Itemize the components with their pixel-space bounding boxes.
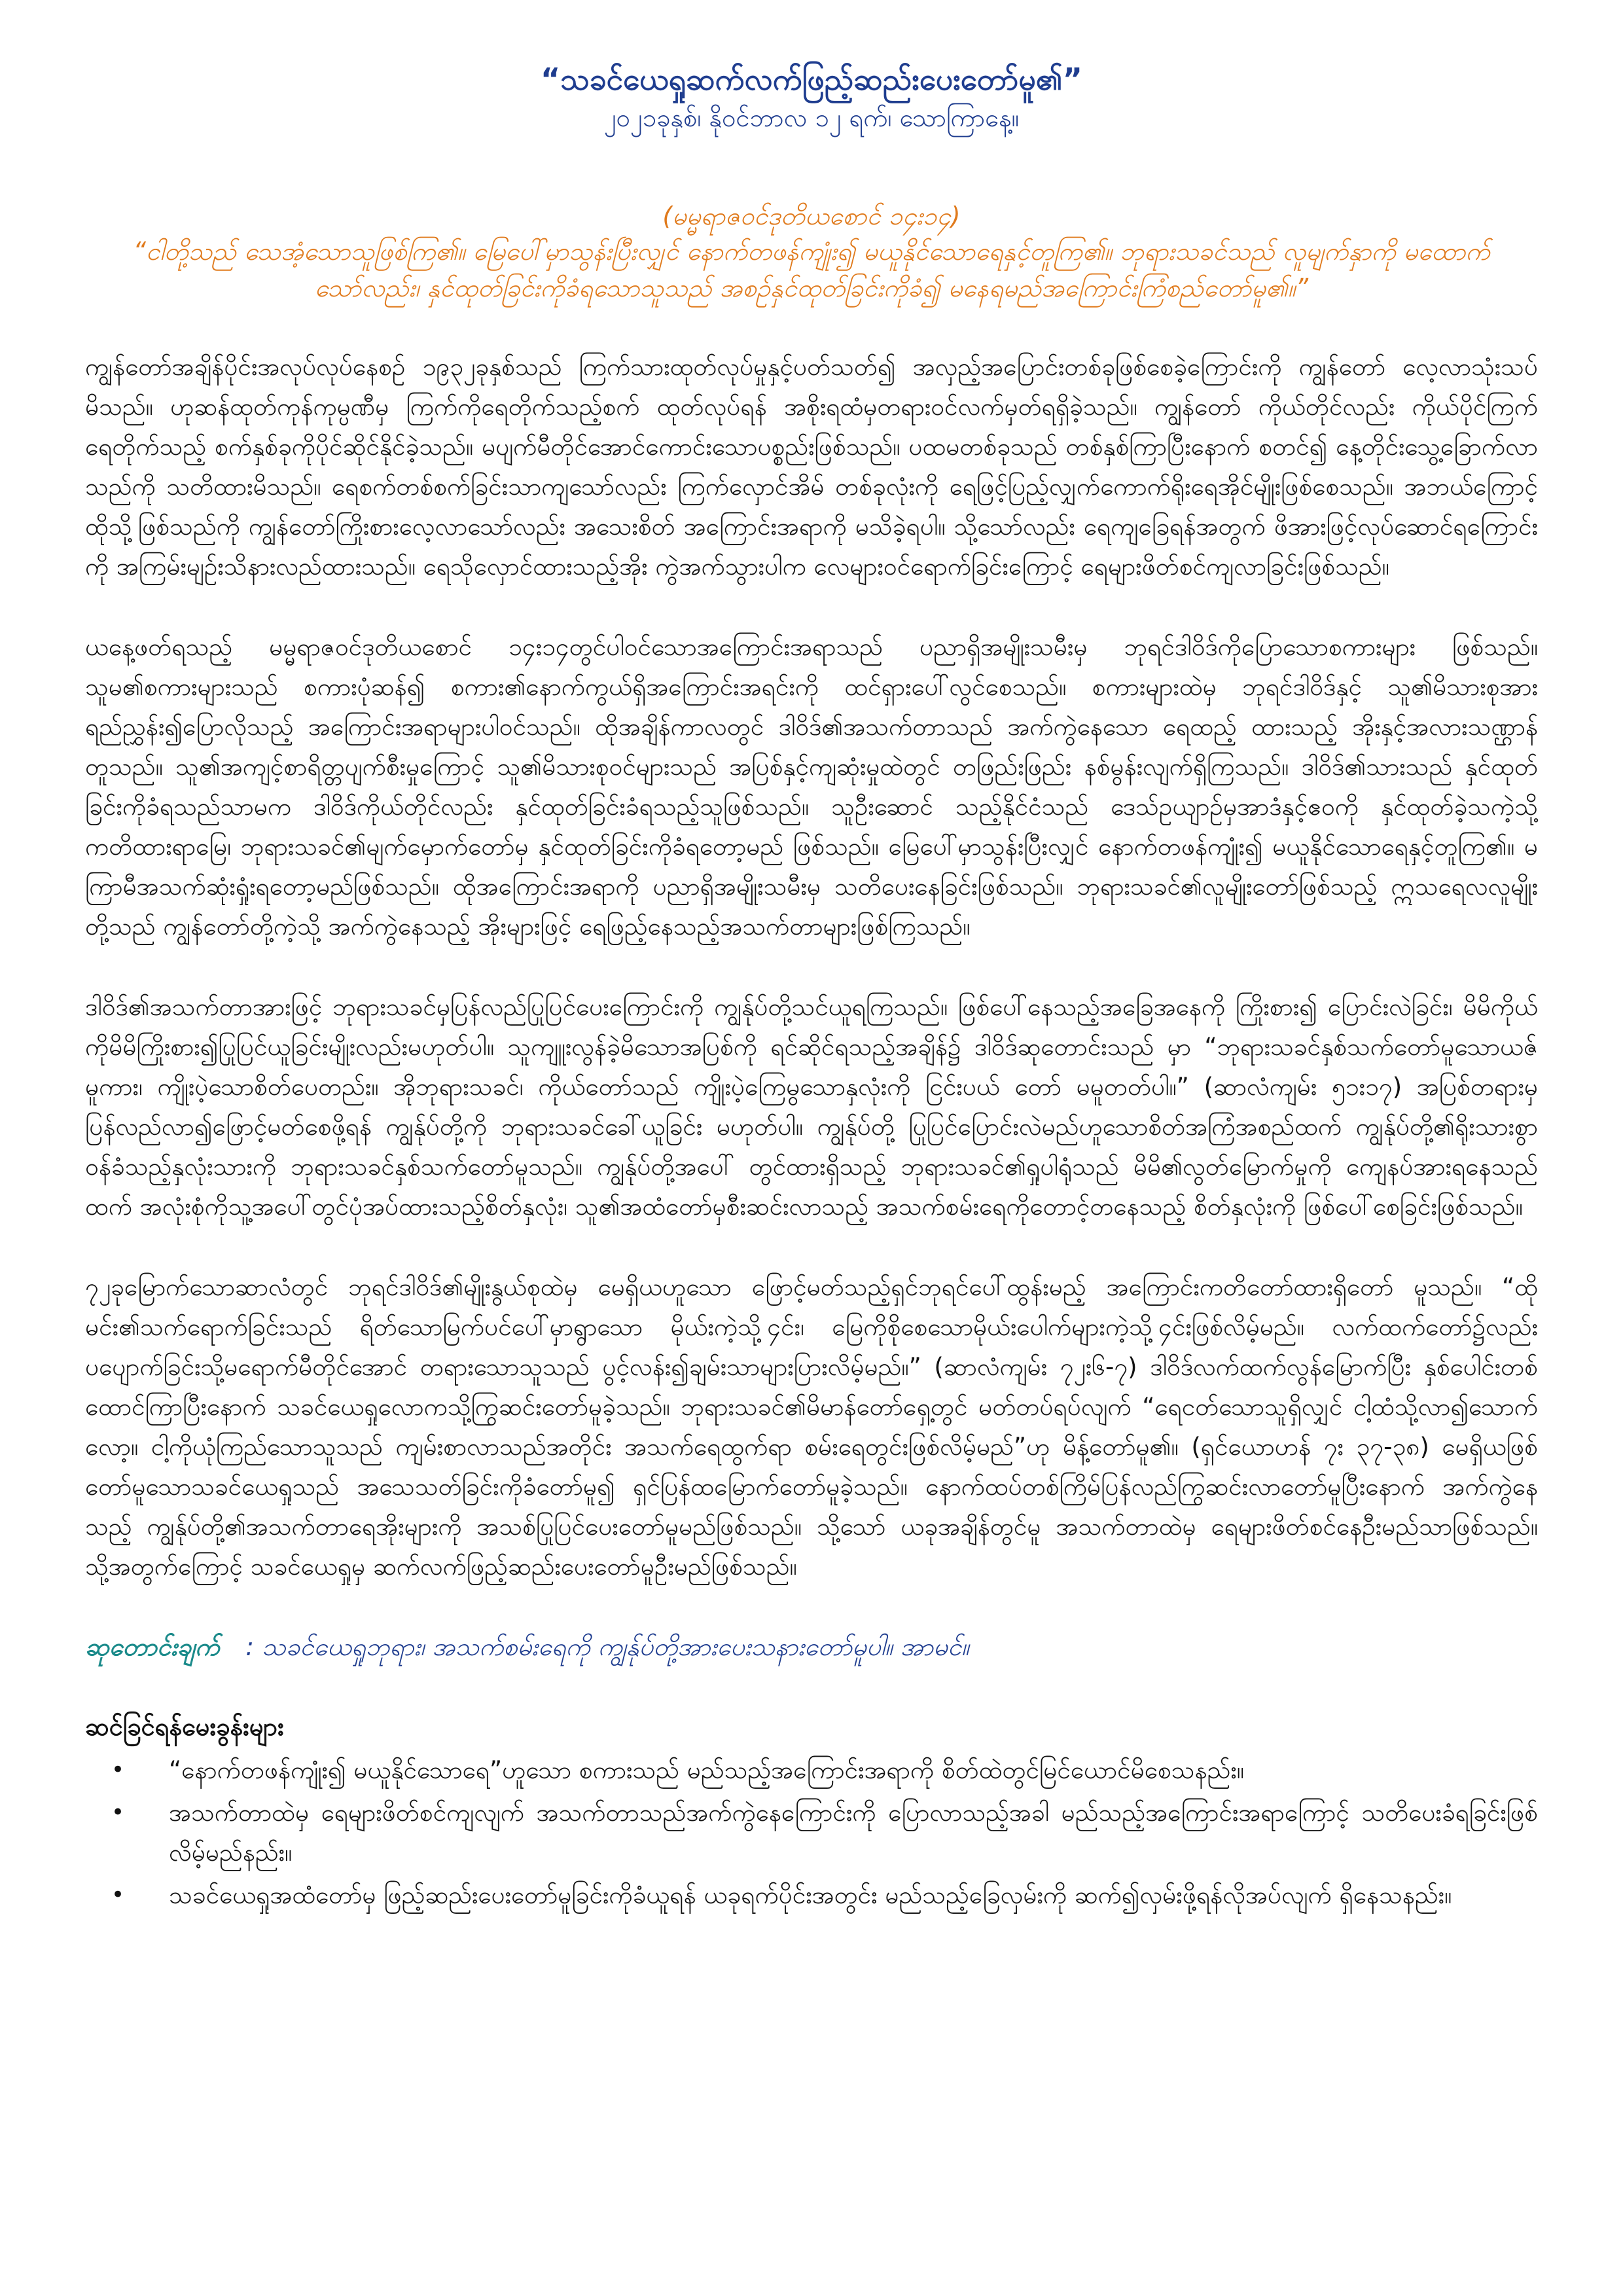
question-text: သခင်ယေရှုအထံတော်မှ ဖြည့်ဆည်းပေးတော်မူခြင်းကိုခံယူရန် ယခုရက်ပိုင်းအတွင်း မည်သည့်ခြေလှမ်းကို ဆက်၍လှမ်းဖို့ရန်လိုအပ်လျက် ရှိနေသနည်း။ <box>169 1881 1452 1909</box>
page-title: “သခင်ယေရှုဆက်လက်ဖြည့်ဆည်းပေးတော်မူ၏” <box>541 62 1082 97</box>
question-text: အသက်တာထဲမှ ရေများဖိတ်စင်ကျလျက် အသက်တာသည်အက်ကွဲနေကြောင်းကို ပြောလာသည့်အခါ မည်သည့်အကြောင်းအရာကြောင့် သတိပေးခံရခြင်းဖြစ်လိမ့်မည်နည်း။ <box>169 1799 1538 1867</box>
body-paragraph-4: ၇၂ခုမြောက်သောဆာလံတွင် ဘုရင်ဒါဝိဒ်၏မျိုးနွယ်စုထဲမှ မေရှိယဟူသော ဖြောင့်မတ်သည့်ရှင်ဘုရင်ပေါ်ထွန်းမည့် အကြောင်းကတိတော်ထားရှိတော် မူသည်။ “ထိုမင်း၏သက်ရောက်ခြင်းသည် ရိတ်သောမြက်ပင်ပေါ်မှာရွာသော မိုယ်းကဲ့သို့၄င်း၊ မြေကိုစိုစေသောမိုယ်းပေါက်များကဲ့သို့၄င်းဖြစ်လိမ့်မည်။ လက်ထက်တော်၌လည်း ပပျောက်ခြင်းသို့မရောက်မီတိုင်အောင် တရားသောသူသည် ပွင့်လန်း၍ချမ်းသာများပြားလိမ့်မည်။” (ဆာလံကျမ်း ၇၂း၆-၇) ဒါဝိဒ်လက်ထက်လွန်မြောက်ပြီး နှစ်ပေါင်းတစ်ထောင်ကြာပြီးနောက် သခင်ယေရှုလောကသို့ကြွဆင်းတော်မူခဲ့သည်။ ဘုရားသခင်၏မိမာန်တော်ရှေ့တွင် မတ်တပ်ရပ်လျက် “ရေငတ်သောသူရှိလျှင် ငါ့ထံသို့လာ၍သောက်လော့။ ငါ့ကိုယုံကြည်သောသူသည် ကျမ်းစာလာသည်အတိုင်း အသက်ရေထွက်ရာ စမ်းရေတွင်းဖြစ်လိမ့်မည်”ဟု မိန့်တော်မူ၏။ (ရှင်ယောဟန် ၇း ၃၇-၃၈) မေရှိယဖြစ်တော်မူသောသခင်ယေရှုသည် အသေသတ်ခြင်းကိုခံတော်မူ၍ ရှင်ပြန်ထမြောက်တော်မူခဲ့သည်။ နောက်ထပ်တစ်ကြိမ်ပြန်လည်ကြွဆင်းလာတော်မူပြီးနောက် အက်ကွဲနေသည့် ကျွန်ုပ်တို့၏အသက်တာရေအိုးများကို အသစ်ပြုပြင်ပေးတော်မူမည်ဖြစ်သည်။ သို့သော် ယခုအချိန်တွင်မူ အသက်တာထဲမှ ရေများဖိတ်စင်နေဦးမည်သာဖြစ်သည်။ သို့အတွက်ကြောင့် သခင်ယေရှုမှ ဆက်လက်ဖြည့်ဆည်းပေးတော်မူဦးမည်ဖြစ်သည်။ <box>85 1273 1538 1581</box>
questions-list <box>85 1750 1538 1915</box>
verse-text: “ငါတို့သည် သေအံ့သောသူဖြစ်ကြ၏။ မြေပေါ်မှာသွန်းပြီးလျှင် နောက်တဖန်ကျုံး၍ မယူနိုင်သောရေနှင့်တူကြ၏။ ဘုရားသခင်သည် လူမျက်နှာကို မထောက်သော်လည်း၊ နှင်ထုတ်ခြင်းကိုခံရသောသူသည် အစဉ်နှင်ထုတ်ခြင်းကိုခံ၍ မနေရမည်အကြောင်းကြံစည်တော်မူ၏။” <box>133 237 1490 302</box>
question-item <box>85 1875 1538 1915</box>
prayer-text: : သခင်ယေရှုဘုရား၊ အသက်စမ်းရေကို ကျွန်ုပ်တို့အားပေးသနားတော်မူပါ။ အာမင်။ <box>245 1632 969 1661</box>
body-paragraph-3: ဒါဝိဒ်၏အသက်တာအားဖြင့် ဘုရားသခင်မှပြန်လည်ပြုပြင်ပေးကြောင်းကို ကျွန်ုပ်တို့သင်ယူရကြသည်။ ဖြစ်ပေါ်နေသည့်အခြေအနေကို ကြိုးစား၍ ပြောင်းလဲခြင်း၊ မိမိကိုယ်ကိုမိမိကြိုးစား၍ပြုပြင်ယူခြင်းမျိုးလည်းမဟုတ်ပါ။ သူကျူးလွန်ခဲ့မိသောအပြစ်ကို ရင်ဆိုင်ရသည့်အချိန်၌ ဒါဝိဒ်ဆုတောင်းသည် မှာ “ဘုရားသခင်နှစ်သက်တော်မူသောယဇ်မူကား၊ ကျိုးပဲ့သောစိတ်ပေတည်း။ အိုဘုရားသခင်၊ ကိုယ်တော်သည် ကျိုးပဲ့ကြေမွသောနှလုံးကို ငြင်းပယ် တော် မမူတတ်ပါ။” (ဆာလံကျမ်း ၅၁း၁၇) အပြစ်တရားမှပြန်လည်လာ၍ဖြောင့်မတ်စေဖို့ရန် ကျွန်ုပ်တို့ကို ဘုရားသခင်ခေါ်ယူခြင်း မဟုတ်ပါ။ ကျွန်ုပ်တို့ ပြုပြင်ပြောင်းလဲမည်ဟူသောစိတ်အကြံအစည်ထက် ကျွန်ုပ်တို့၏ရိုးသားစွာဝန်ခံသည့်နှလုံးသားကို ဘုရားသခင်နှစ်သက်တော်မူသည်။ ကျွန်ုပ်တို့အပေါ် တွင်ထားရှိသည့် ဘုရားသခင်၏ရှုပါရုံသည် မိမိ၏လွတ်မြောက်မှုကို ကျေနပ်အားရနေသည်ထက် အလုံးစုံကိုသူ့အပေါ်တွင်ပုံအပ်ထားသည့်စိတ်နှလုံး၊ သူ၏အထံတော်မှစီးဆင်းလာသည့် အသက်စမ်းရေကိုတောင့်တနေသည့် စိတ်နှလုံးကို ဖြစ်ပေါ်စေခြင်းဖြစ်သည်။ <box>85 993 1538 1221</box>
bullet-icon: • <box>111 1882 125 1908</box>
prayer <box>85 1627 1538 1666</box>
bullet-icon: • <box>111 1799 125 1825</box>
prayer-label: ဆုတောင်းချက် <box>85 1632 220 1661</box>
question-item <box>85 1793 1538 1873</box>
verse-reference: (မမ္မရာဇဝင်ဒုတိယစောင် ၁၄း၁၄) <box>662 202 961 230</box>
question-item <box>85 1750 1538 1790</box>
body-paragraph-2: ယနေ့ဖတ်ရသည့် မမ္မရာဇဝင်ဒုတိယစောင် ၁၄း၁၄တွင်ပါဝင်သောအကြောင်းအရာသည် ပညာရှိအမျိုးသမီးမှ ဘုရင်ဒါဝိဒ်ကိုပြောသောစကားများ ဖြစ်သည်။ သူမ၏စကားများသည် စကားပုံဆန်၍ စကား၏နောက်ကွယ်ရှိအကြောင်းအရင်းကို ထင်ရှားပေါ်လွင်စေသည်။ စကားများထဲမှ ဘုရင်ဒါဝိဒ်နှင့် သူ၏မိသားစုအားရည်ညွှန်း၍ပြောလိုသည့် အကြောင်းအရာများပါဝင်သည်။ ထိုအချိန်ကာလတွင် ဒါဝိဒ်၏အသက်တာသည် အက်ကွဲနေသော ရေထည့် ထားသည့် အိုးနှင့်အလားသဏ္ဌာန်တူသည်။ သူ၏အကျင့်စာရိတ္တပျက်စီးမှုကြောင့် သူ၏မိသားစုဝင်များသည် အပြစ်နှင့်ကျဆုံးမှုထဲတွင် တဖြည်းဖြည်း နစ်မွန်းလျက်ရှိကြသည်။ ဒါဝိဒ်၏သားသည် နှင်ထုတ်ခြင်းကိုခံရသည်သာမက ဒါဝိဒ်ကိုယ်တိုင်လည်း နှင်ထုတ်ခြင်းခံရသည့်သူဖြစ်သည်။ သူဦးဆောင် သည့်နိုင်ငံသည် ဒေသ်ဥယျာဉ်မှအာဒံနှင့်ဧဝကို နှင်ထုတ်ခဲ့သကဲ့သို့ ကတိထားရာမြေ၊ ဘုရားသခင်၏မျက်မှောက်တော်မှ နှင်ထုတ်ခြင်းကိုခံရတော့မည် ဖြစ်သည်။ မြေပေါ်မှာသွန်းပြီးလျှင် နောက်တဖန်ကျုံး၍ မယူနိုင်သောရေနှင့်တူကြ၏။ မကြာမီအသက်ဆုံးရှုံးရတော့မည်ဖြစ်သည်။ ထိုအကြောင်းအရာကို ပညာရှိအမျိုးသမီးမှ သတိပေးနေခြင်းဖြစ်သည်။ ဘုရားသခင်၏လူမျိုးတော်ဖြစ်သည့် ဣသရေလလူမျိုးတို့သည် ကျွန်တော်တို့ကဲ့သို့ အက်ကွဲနေသည့် အိုးများဖြင့် ရေဖြည့်နေသည့်အသက်တာများဖြစ်ကြသည်။ <box>85 633 1538 941</box>
devotional-page <box>85 59 1538 1918</box>
questions-heading: ဆင်ခြင်ရန်မေးခွန်းများ <box>85 1712 284 1741</box>
date-line: ၂၀၂၁ခုနှစ်၊ နိုဝင်ဘာလ ၁၂ ရက်၊ သောကြာနေ့။ <box>603 103 1020 132</box>
body-paragraph-1: ကျွန်တော်အချိန်ပိုင်းအလုပ်လုပ်နေစဉ် ၁၉၃၂ခုနှစ်သည် ကြက်သားထုတ်လုပ်မှုနှင့်ပတ်သတ်၍ အလှည့်အပြောင်းတစ်ခုဖြစ်စေခဲ့ကြောင်းကို ကျွန်တော် လေ့လာသုံးသပ်မိသည်။ ဟုဆန်ထုတ်ကုန်ကုမ္ပဏီမှ ကြက်ကိုရေတိုက်သည့်စက် ထုတ်လုပ်ရန် အစိုးရထံမှတရားဝင်လက်မှတ်ရရှိခဲ့သည်။ ကျွန်တော် ကိုယ်တိုင်လည်း ကိုယ်ပိုင်ကြက်ရေတိုက်သည့် စက်နှစ်ခုကိုပိုင်ဆိုင်နိုင်ခဲ့သည်။ မပျက်မီတိုင်အောင်ကောင်းသောပစ္စည်းဖြစ်သည်။ ပထမတစ်ခုသည် တစ်နှစ်ကြာပြီးနောက် စတင်၍ နေ့တိုင်းသွေ့ခြောက်လာသည်ကို သတိထားမိသည်။ ရေစက်တစ်စက်ခြင်းသာကျသော်လည်း ကြက်လှောင်အိမ် တစ်ခုလုံးကို ရေဖြင့်ပြည့်လျှက်ကောက်ရိုးရေအိုင်မျိုးဖြစ်စေသည်။ အဘယ်ကြောင့်ထိုသို့ဖြစ်သည်ကို ကျွန်တော်ကြိုးစားလေ့လာသော်လည်း အသေးစိတ် အကြောင်းအရာကို မသိခဲ့ရပါ။ သို့သော်လည်း ရေကျခြေရန်အတွက် ဖိအားဖြင့်လုပ်ဆောင်ရကြောင်းကို အကြမ်းမျဉ်းသိနားလည်ထားသည်။ ရေသိုလှောင်ထားသည့်အိုး ကွဲအက်သွားပါက လေများဝင်ရောက်ခြင်းကြောင့် ရေများဖိတ်စင်ကျလာခြင်းဖြစ်သည်။ <box>85 353 1538 581</box>
question-text: “နောက်တဖန်ကျုံး၍ မယူနိုင်သောရေ”ဟူသော စကားသည် မည်သည့်အကြောင်းအရာကို စိတ်ထဲတွင်မြင်ယောင်မိစေသနည်း။ <box>169 1756 1244 1784</box>
bullet-icon: • <box>111 1757 125 1783</box>
